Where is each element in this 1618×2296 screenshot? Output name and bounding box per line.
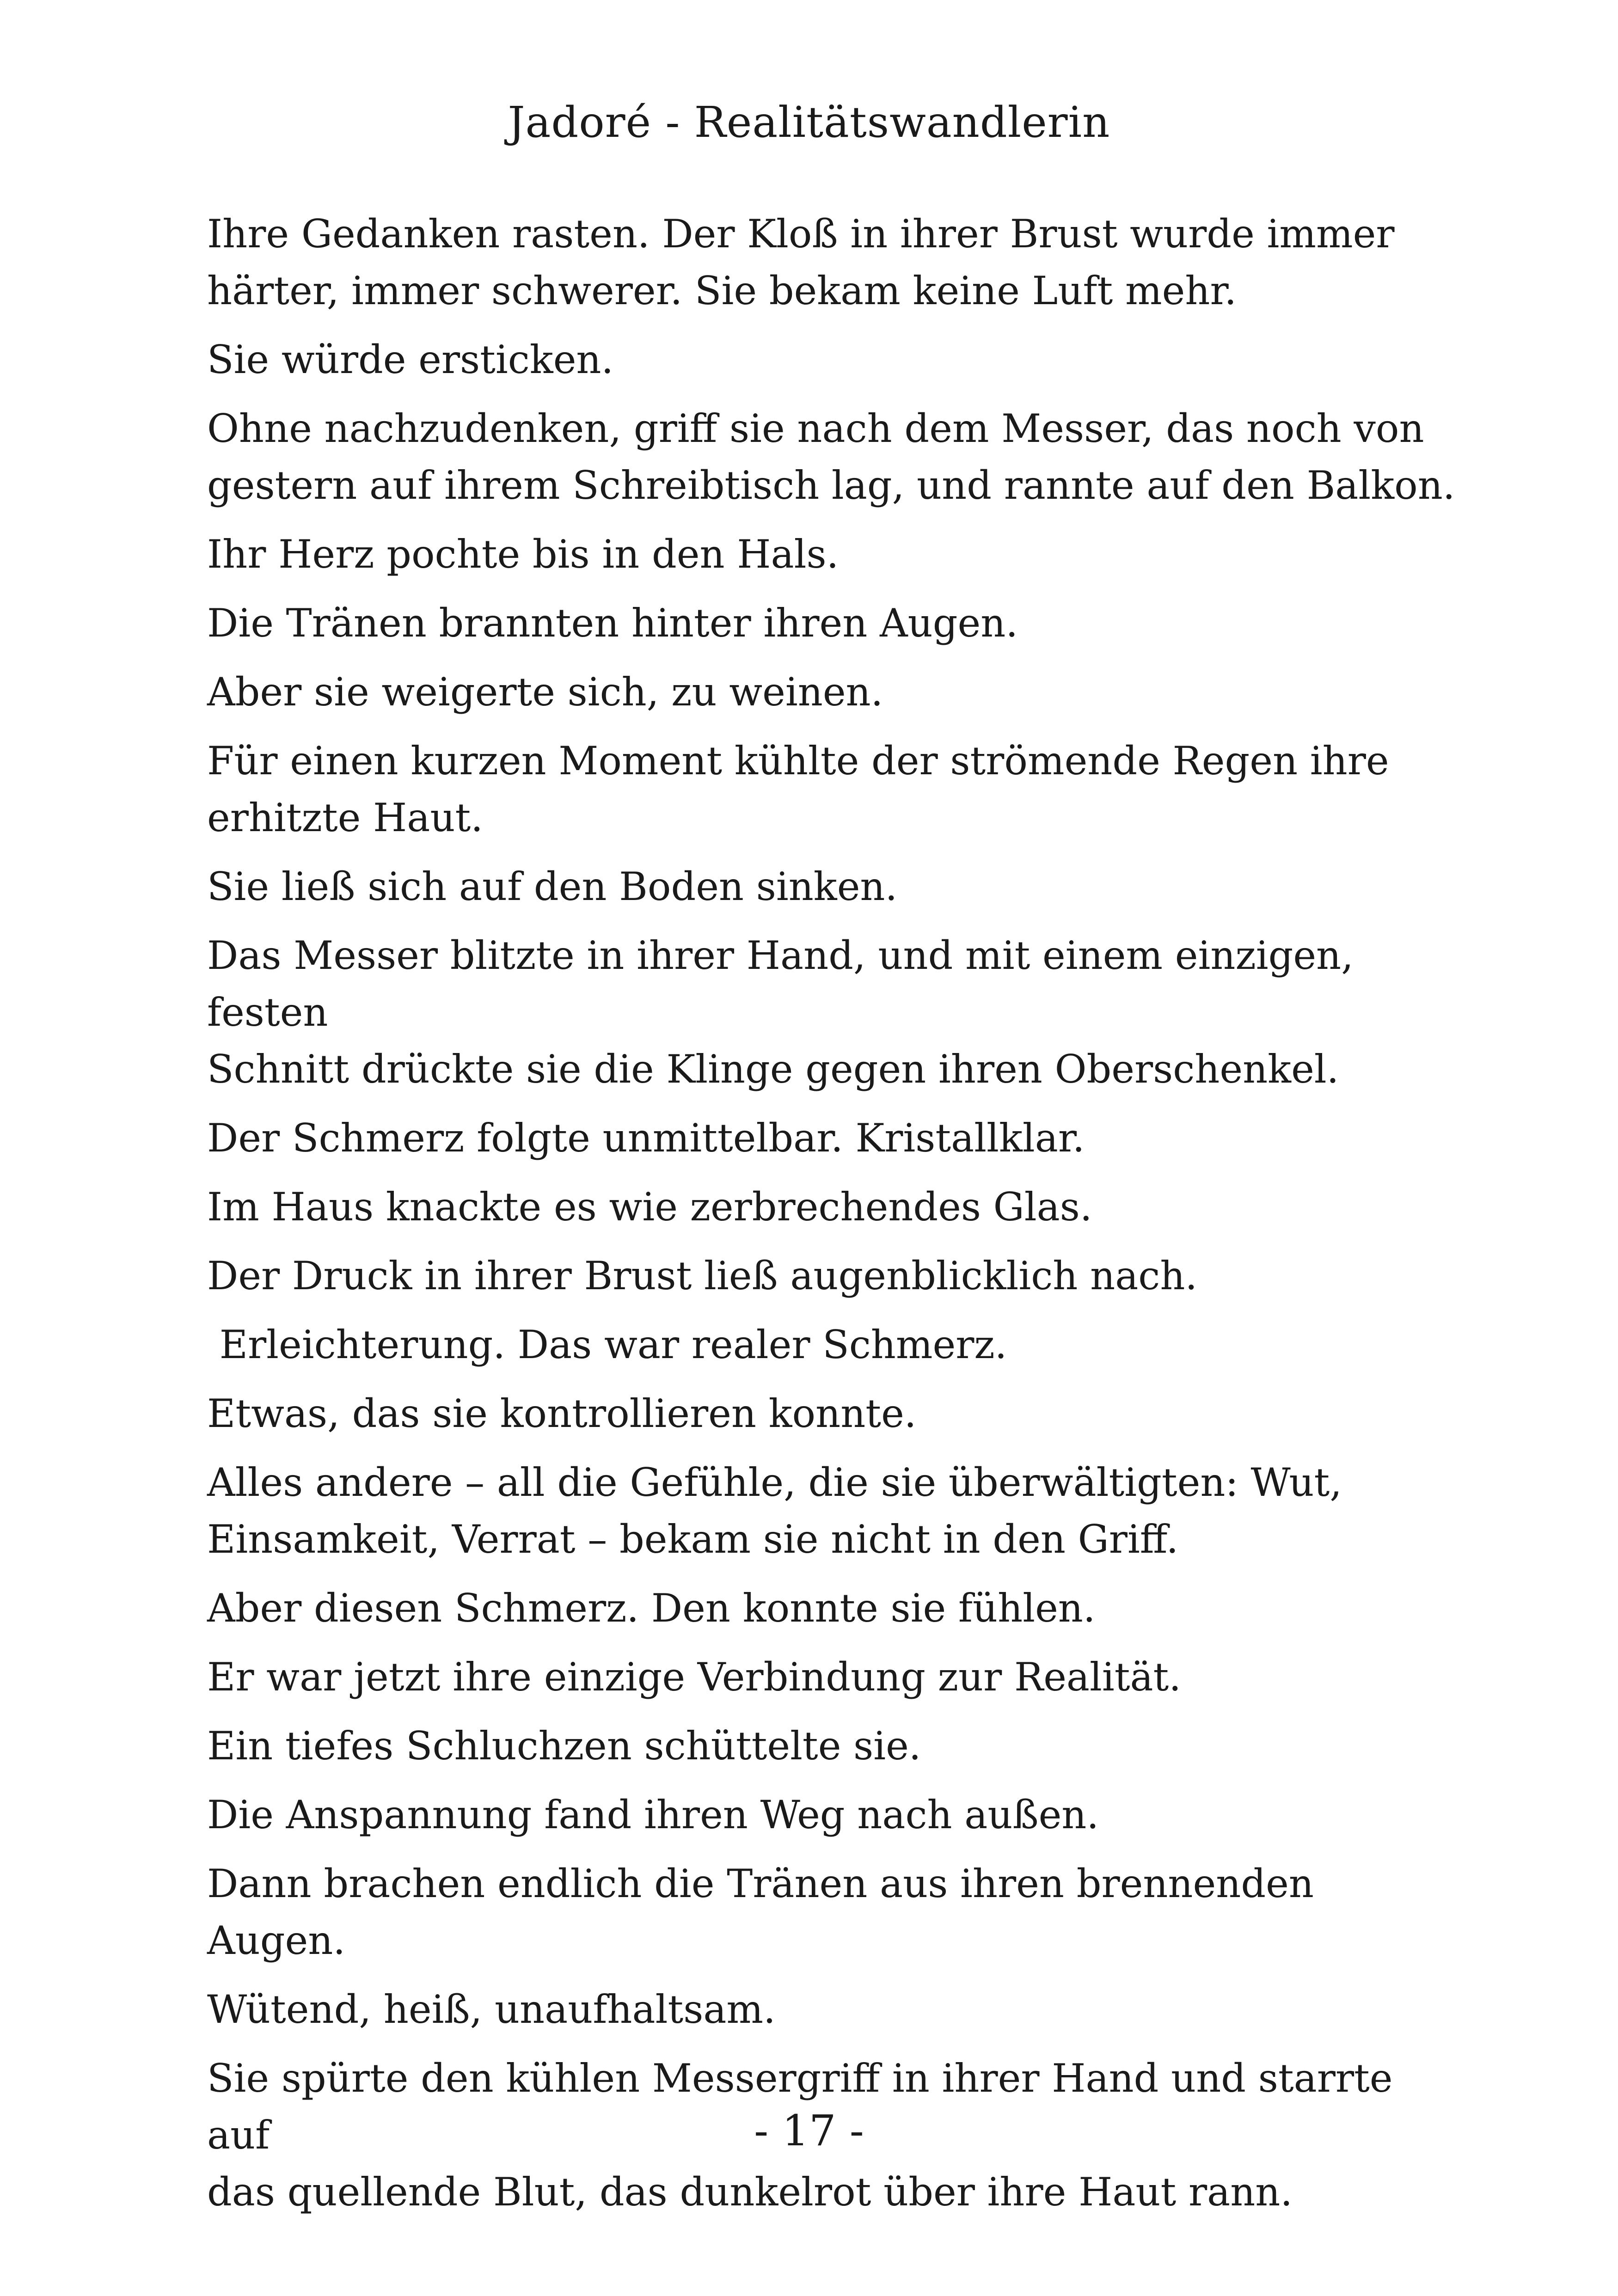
- paragraph: Die Tränen brannten hinter ihren Augen.: [207, 600, 1018, 646]
- body-text: [207, 206, 1455, 2233]
- paragraph: Wütend, heiß, unaufhaltsam.: [207, 1987, 776, 2032]
- paragraph: Der Schmerz folgte unmittelbar. Kristallklar.: [207, 1115, 1085, 1161]
- paragraph: Sie würde ersticken.: [207, 337, 614, 382]
- paragraph: Alles andere – all die Gefühle, die sie überwältigten: Wut, Einsamkeit, Verrat – bekam sie nicht in den Griff.: [207, 1460, 1342, 1562]
- paragraph: Dann brachen endlich die Tränen aus ihren brennenden Augen.: [207, 1861, 1326, 1963]
- paragraph: Die Anspannung fand ihren Weg nach außen.: [207, 1792, 1099, 1837]
- paragraph: Aber diesen Schmerz. Den konnte sie fühlen.: [207, 1586, 1096, 1631]
- paragraph: Erleichterung. Das war realer Schmerz.: [207, 1322, 1007, 1367]
- paragraph: Im Haus knackte es wie zerbrechendes Glas.: [207, 1184, 1092, 1230]
- paragraph: Sie spürte den kühlen Messergriff in ihrer Hand und starrte auf das quellende Blut, das dunkelrot über ihre Haut rann.: [207, 2056, 1393, 2215]
- paragraph: Ohne nachzudenken, griff sie nach dem Messer, das noch von gestern auf ihrem Schreibtisch lag, und rannte auf den Balkon.: [207, 406, 1455, 508]
- paragraph: Ihre Gedanken rasten. Der Kloß in ihrer Brust wurde immer härter, immer schwerer. Sie bekam keine Luft mehr.: [207, 211, 1395, 313]
- page-number: - 17 -: [754, 2106, 864, 2155]
- paragraph: Das Messer blitzte in ihrer Hand, und mit einem einzigen, festen Schnitt drückte sie die Klinge gegen ihren Oberschenkel.: [207, 933, 1354, 1092]
- paragraph: Ein tiefes Schluchzen schüttelte sie.: [207, 1723, 921, 1769]
- paragraph: Ihr Herz pochte bis in den Hals.: [207, 532, 839, 577]
- paragraph: Der Druck in ihrer Brust ließ augenblicklich nach.: [207, 1253, 1198, 1298]
- paragraph: Sie ließ sich auf den Boden sinken.: [207, 864, 898, 909]
- paragraph: Er war jetzt ihre einzige Verbindung zur Realität.: [207, 1654, 1182, 1700]
- running-header: Jadoré - Realitätswandlerin: [508, 98, 1110, 147]
- paragraph: Etwas, das sie kontrollieren konnte.: [207, 1391, 917, 1436]
- paragraph: Für einen kurzen Moment kühlte der strömende Regen ihre erhitzte Haut.: [207, 738, 1389, 840]
- paragraph: Aber sie weigerte sich, zu weinen.: [207, 669, 883, 715]
